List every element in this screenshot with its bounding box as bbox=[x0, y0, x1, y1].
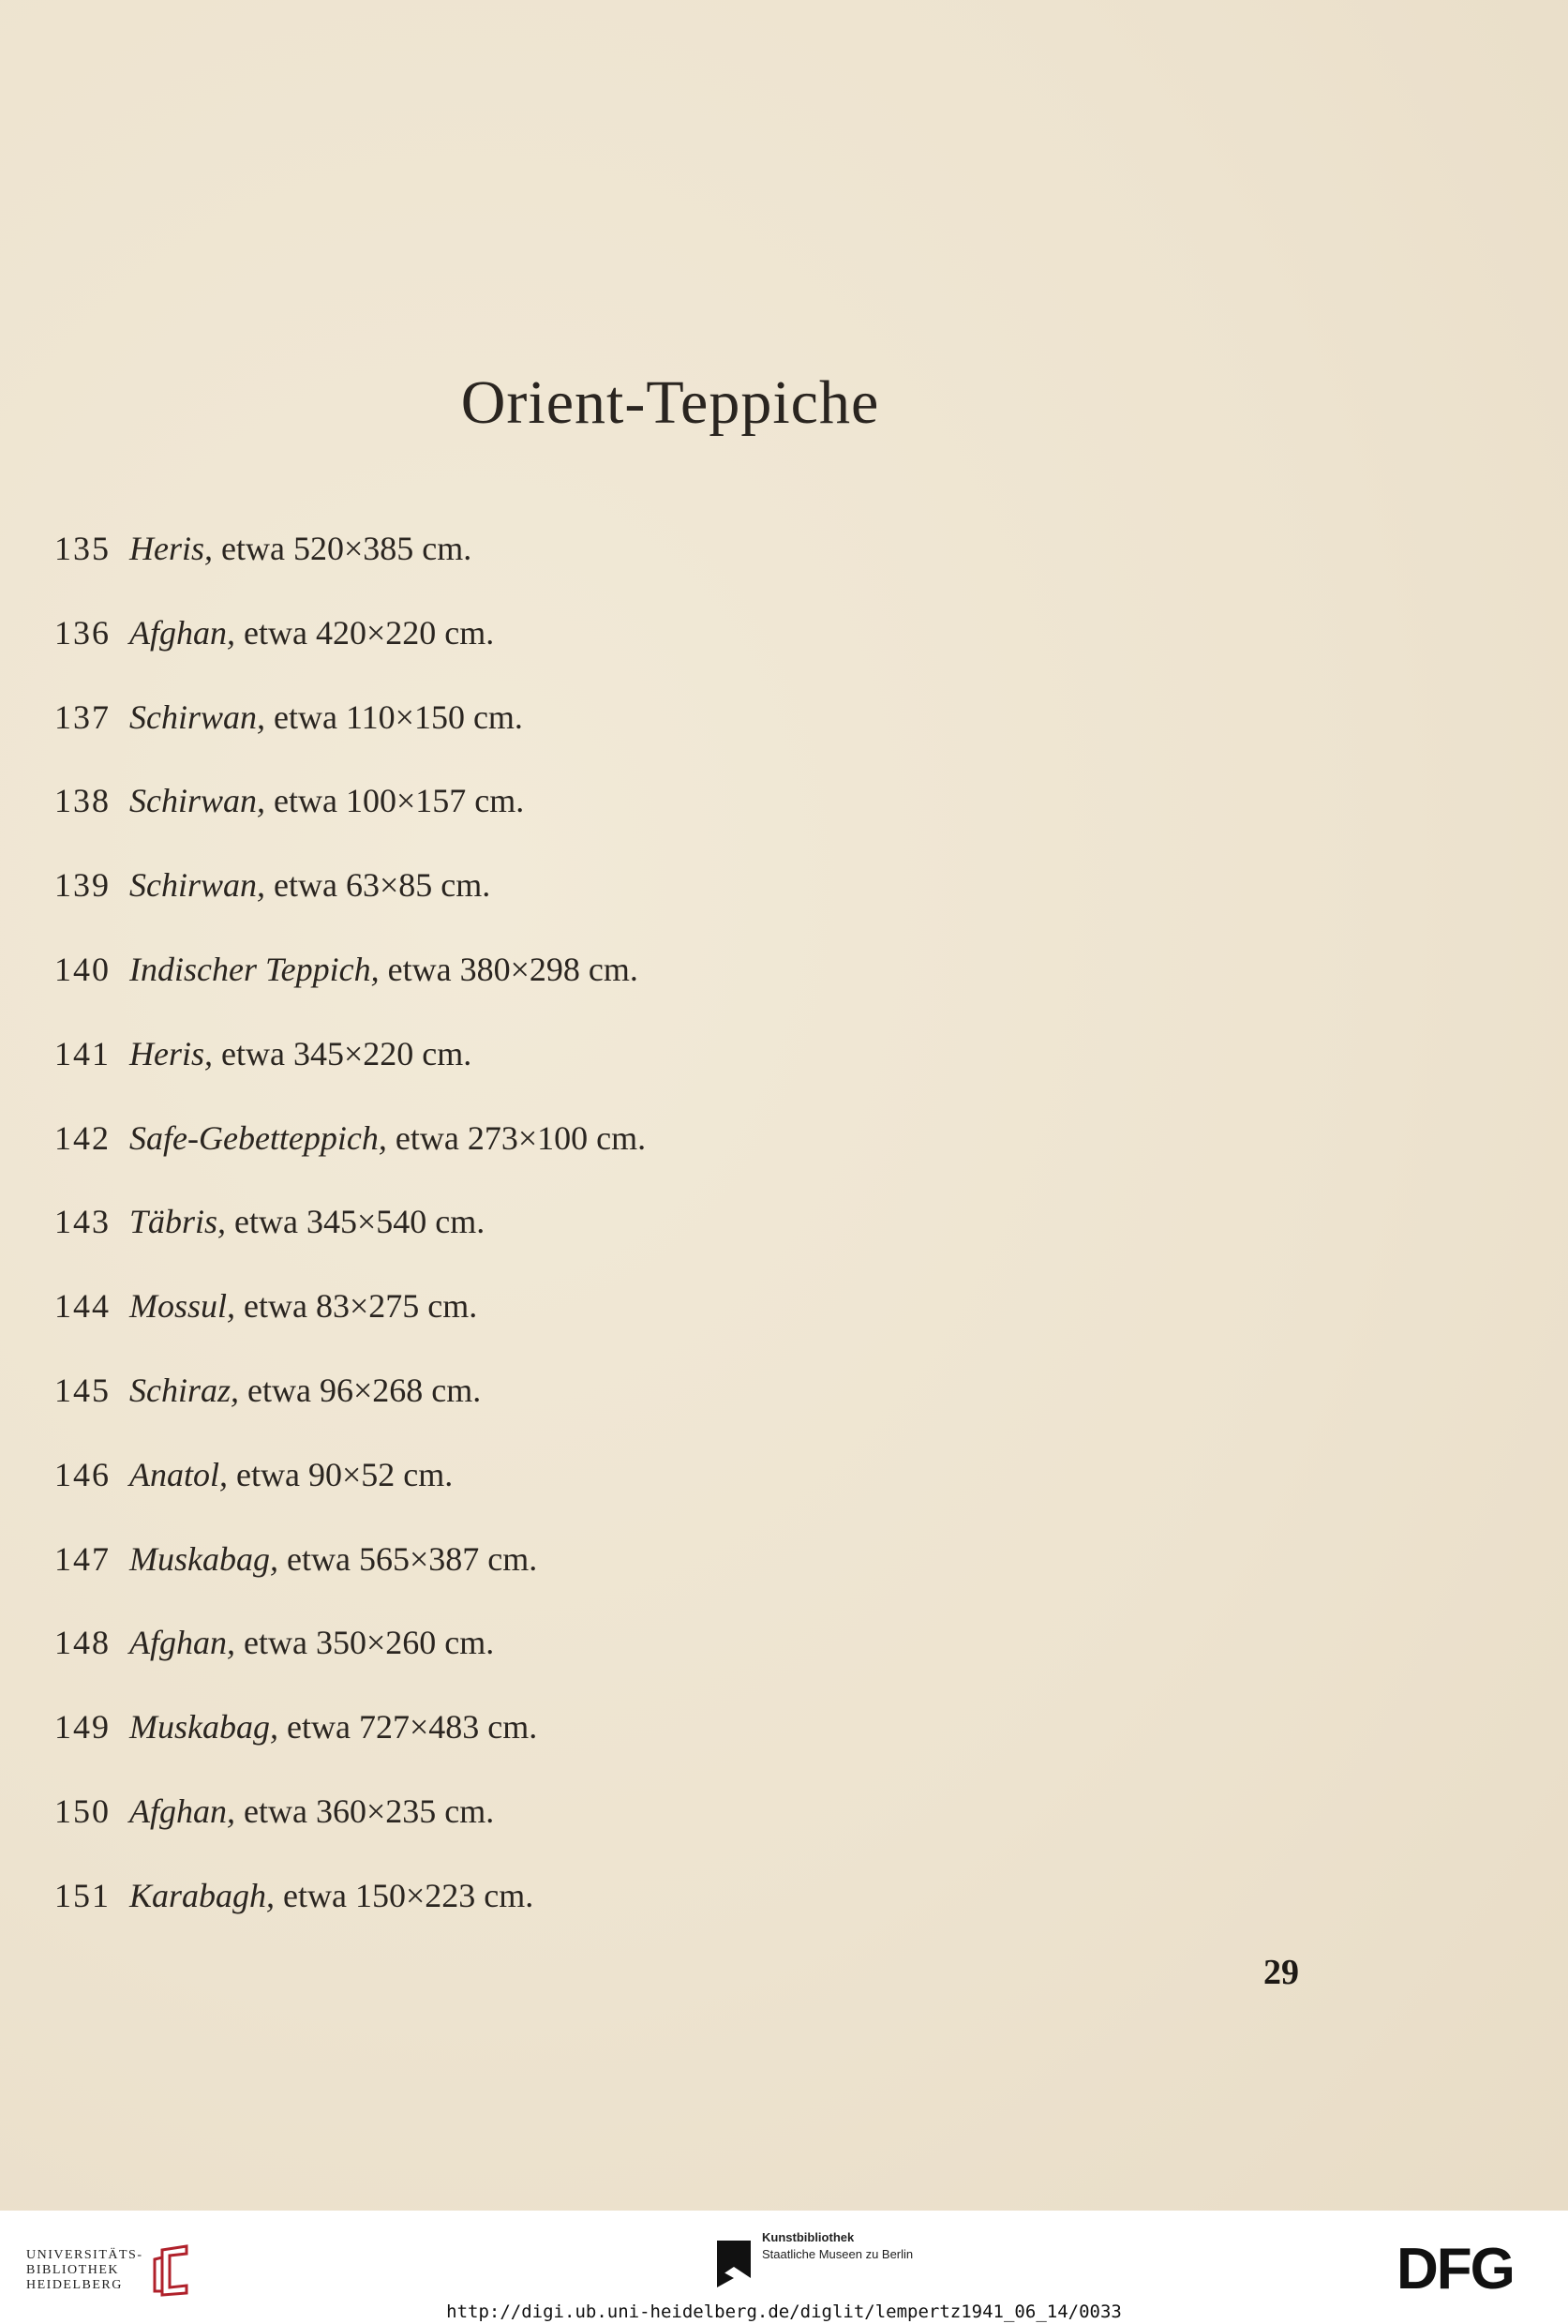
entry-number: 147 bbox=[54, 1539, 111, 1578]
entry-name: Afghan, bbox=[129, 1792, 235, 1830]
entry-name: Afghan, bbox=[129, 1624, 235, 1662]
entry-name: Schirwan, bbox=[129, 782, 266, 820]
kb-subtitle: Staatliche Museen zu Berlin bbox=[762, 2247, 914, 2261]
catalog-entry bbox=[54, 605, 646, 689]
catalog-entry bbox=[54, 1362, 646, 1447]
entry-name: Heris, bbox=[129, 1034, 213, 1072]
entry-dimensions: etwa 63×85 cm. bbox=[265, 866, 491, 905]
entry-number: 139 bbox=[54, 866, 111, 905]
entry-dimensions: etwa 110×150 cm. bbox=[265, 697, 523, 736]
ub-emblem-icon bbox=[149, 2244, 192, 2297]
kunstbibliothek-emblem-icon bbox=[717, 2241, 751, 2287]
catalog-entry bbox=[54, 1278, 646, 1362]
entry-number: 136 bbox=[54, 613, 111, 652]
entry-name: Heris, bbox=[129, 530, 213, 567]
entry-number: 146 bbox=[54, 1455, 111, 1493]
permalink-url[interactable]: http://digi.ub.uni-heidelberg.de/diglit/lempertz1941_06_14/0033 bbox=[446, 2302, 1122, 2322]
catalog-entry bbox=[54, 1531, 646, 1615]
kunstbibliothek-logo[interactable] bbox=[717, 2229, 913, 2287]
entry-dimensions: etwa 345×540 cm. bbox=[226, 1203, 485, 1241]
catalog-entry bbox=[54, 520, 646, 605]
catalog-entry bbox=[54, 1783, 646, 1867]
entry-number: 145 bbox=[54, 1371, 111, 1409]
entry-number: 149 bbox=[54, 1708, 111, 1747]
entry-name: Anatol, bbox=[129, 1455, 228, 1493]
entry-number: 151 bbox=[54, 1876, 111, 1914]
ub-line-1: UNIVERSITÄTS- bbox=[26, 2248, 143, 2262]
catalog-entry bbox=[54, 1447, 646, 1531]
catalog-entry bbox=[54, 1614, 646, 1699]
entry-number: 144 bbox=[54, 1287, 111, 1326]
page-number: 29 bbox=[1263, 1953, 1299, 1992]
entry-number: 140 bbox=[54, 950, 111, 988]
entry-number: 150 bbox=[54, 1792, 111, 1830]
entry-dimensions: etwa 90×52 cm. bbox=[228, 1455, 454, 1493]
entry-dimensions: etwa 350×260 cm. bbox=[235, 1624, 495, 1662]
entry-number: 135 bbox=[54, 530, 111, 567]
entry-name: Mossul, bbox=[129, 1287, 236, 1326]
entry-name: Muskabag, bbox=[129, 1708, 278, 1747]
ub-line-2: BIBLIOTHEK bbox=[26, 2263, 119, 2277]
entry-dimensions: etwa 83×275 cm. bbox=[235, 1287, 478, 1326]
entry-name: Schirwan, bbox=[129, 866, 266, 905]
entry-number: 142 bbox=[54, 1118, 111, 1157]
catalog-entry bbox=[54, 1193, 646, 1278]
entry-name: Indischer Teppich, bbox=[129, 950, 380, 988]
entry-number: 141 bbox=[54, 1034, 111, 1072]
ub-line-3: HEIDELBERG bbox=[26, 2278, 123, 2292]
entry-number: 148 bbox=[54, 1624, 111, 1662]
entry-name: Safe-Gebetteppich, bbox=[129, 1118, 387, 1157]
ub-heidelberg-logo[interactable] bbox=[26, 2244, 192, 2297]
entry-dimensions: etwa 360×235 cm. bbox=[235, 1792, 495, 1830]
entry-dimensions: etwa 520×385 cm. bbox=[213, 530, 472, 567]
entry-dimensions: etwa 565×387 cm. bbox=[277, 1539, 538, 1578]
catalog-entry bbox=[54, 857, 646, 941]
kb-title: Kunstbibliothek bbox=[762, 2230, 855, 2244]
catalog-entry bbox=[54, 772, 646, 857]
entry-name: Afghan, bbox=[129, 613, 235, 652]
entry-number: 137 bbox=[54, 697, 111, 736]
entry-dimensions: etwa 420×220 cm. bbox=[235, 613, 495, 652]
ub-heidelberg-text bbox=[26, 2248, 143, 2293]
entry-name: Muskabag, bbox=[129, 1539, 278, 1578]
entry-dimensions: etwa 380×298 cm. bbox=[379, 950, 638, 988]
entry-number: 143 bbox=[54, 1203, 111, 1241]
entry-dimensions: etwa 273×100 cm. bbox=[386, 1118, 647, 1157]
entry-dimensions: etwa 727×483 cm. bbox=[277, 1708, 538, 1747]
catalog-entry bbox=[54, 941, 646, 1026]
catalog-list bbox=[54, 520, 646, 1952]
entry-name: Schiraz, bbox=[129, 1371, 239, 1409]
entry-dimensions: etwa 345×220 cm. bbox=[213, 1034, 472, 1072]
entry-dimensions: etwa 100×157 cm. bbox=[265, 782, 525, 820]
entry-name: Täbris, bbox=[129, 1203, 227, 1241]
entry-number: 138 bbox=[54, 782, 111, 820]
catalog-entry bbox=[54, 1026, 646, 1110]
entry-dimensions: etwa 96×268 cm. bbox=[239, 1371, 482, 1409]
catalog-entry bbox=[54, 689, 646, 773]
entry-name: Karabagh, bbox=[129, 1876, 276, 1914]
page-title: Orient-Teppiche bbox=[460, 368, 880, 437]
entry-name: Schirwan, bbox=[129, 697, 266, 736]
entry-dimensions: etwa 150×223 cm. bbox=[275, 1876, 534, 1914]
digitization-footer bbox=[0, 2211, 1568, 2324]
catalog-entry bbox=[54, 1110, 646, 1194]
catalog-entry bbox=[54, 1699, 646, 1783]
catalog-entry bbox=[54, 1867, 646, 1952]
dfg-logo[interactable]: DFG bbox=[1396, 2237, 1514, 2302]
